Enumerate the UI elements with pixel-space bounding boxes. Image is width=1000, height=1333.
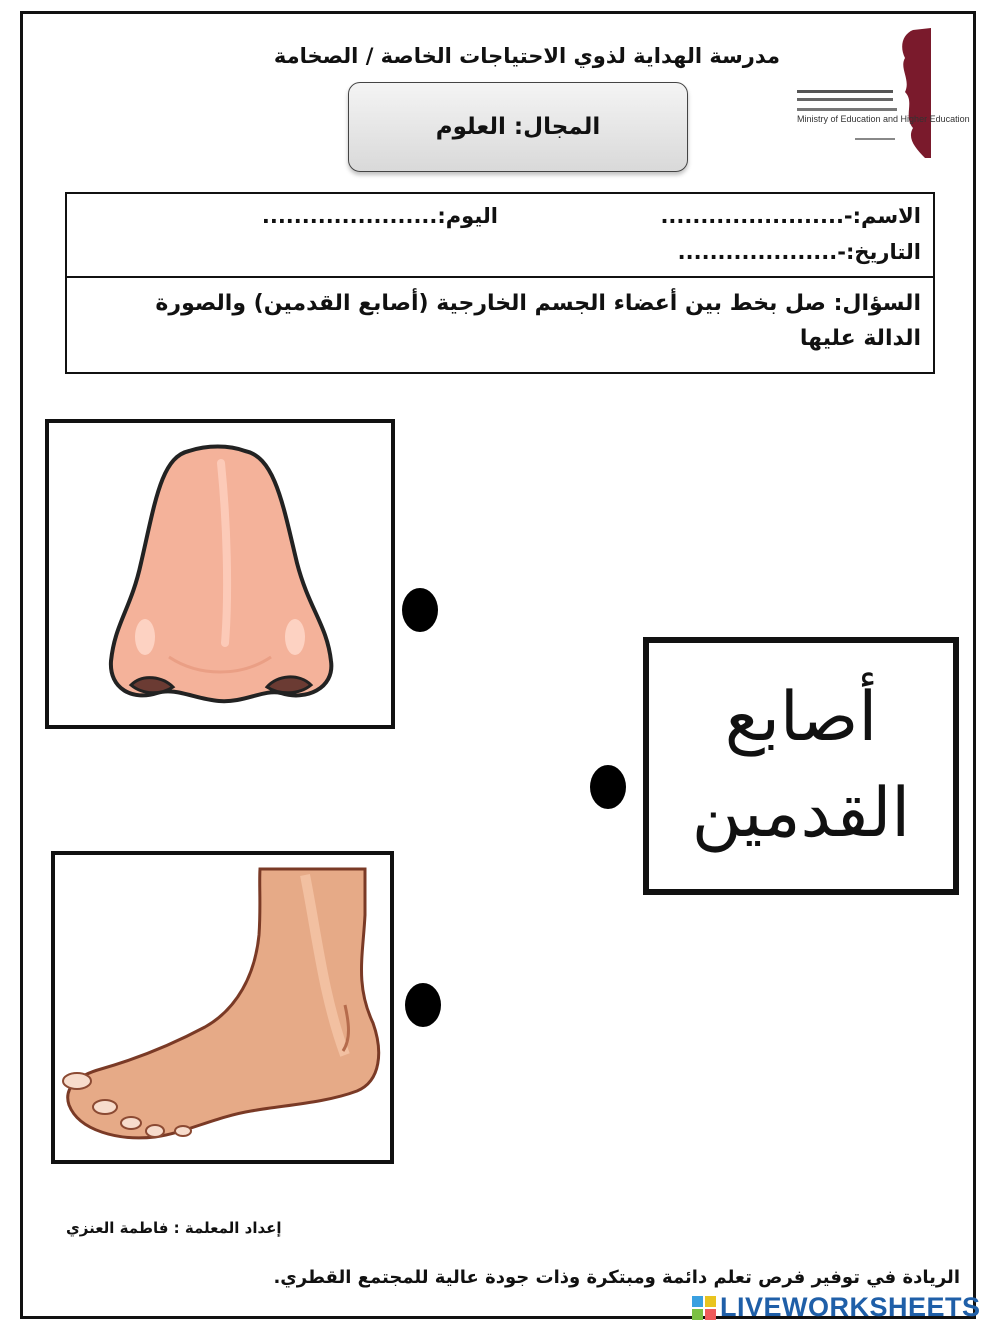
word-card [643,637,959,895]
name-field[interactable]: الاسم:-....................... [660,204,921,228]
nose-picture-card [45,419,395,729]
domain-label: المجال: العلوم [435,114,601,140]
foot-connection-dot[interactable] [405,983,441,1027]
domain-box [348,82,688,172]
nose-connection-dot[interactable] [402,588,438,632]
vision-statement: الريادة في توفير فرص تعلم دائمة ومبتكرة وذات جودة عالية للمجتمع القطري. [273,1267,960,1288]
ministry-logo-text: Ministry of Education and Higher Education [797,114,970,124]
author-credit: إعداد المعلمة : فاطمة العنزي [66,1219,282,1237]
word-text: أصابع القدمين [691,678,911,853]
nose-icon [49,423,391,725]
foot-picture-card [51,851,394,1164]
liveworksheets-watermark [692,1292,981,1323]
day-field[interactable]: اليوم:...................... [261,204,498,228]
foot-icon [55,855,390,1160]
ministry-logo [795,20,970,160]
school-name: مدرسة الهداية لذوي الاحتياجات الخاصة / الصخامة [273,44,780,68]
word-connection-dot[interactable] [590,765,626,809]
student-info-box [65,192,935,374]
question-text: السؤال: صل بخط بين أعضاء الجسم الخارجية (أصابع القدمين) والصورة الدالة عليها [155,291,921,351]
info-divider [67,276,933,278]
liveworksheets-logo-icon [692,1296,716,1320]
liveworksheets-text: LIVEWORKSHEETS [720,1292,981,1322]
date-field[interactable]: التاريخ:-.................... [677,240,921,264]
